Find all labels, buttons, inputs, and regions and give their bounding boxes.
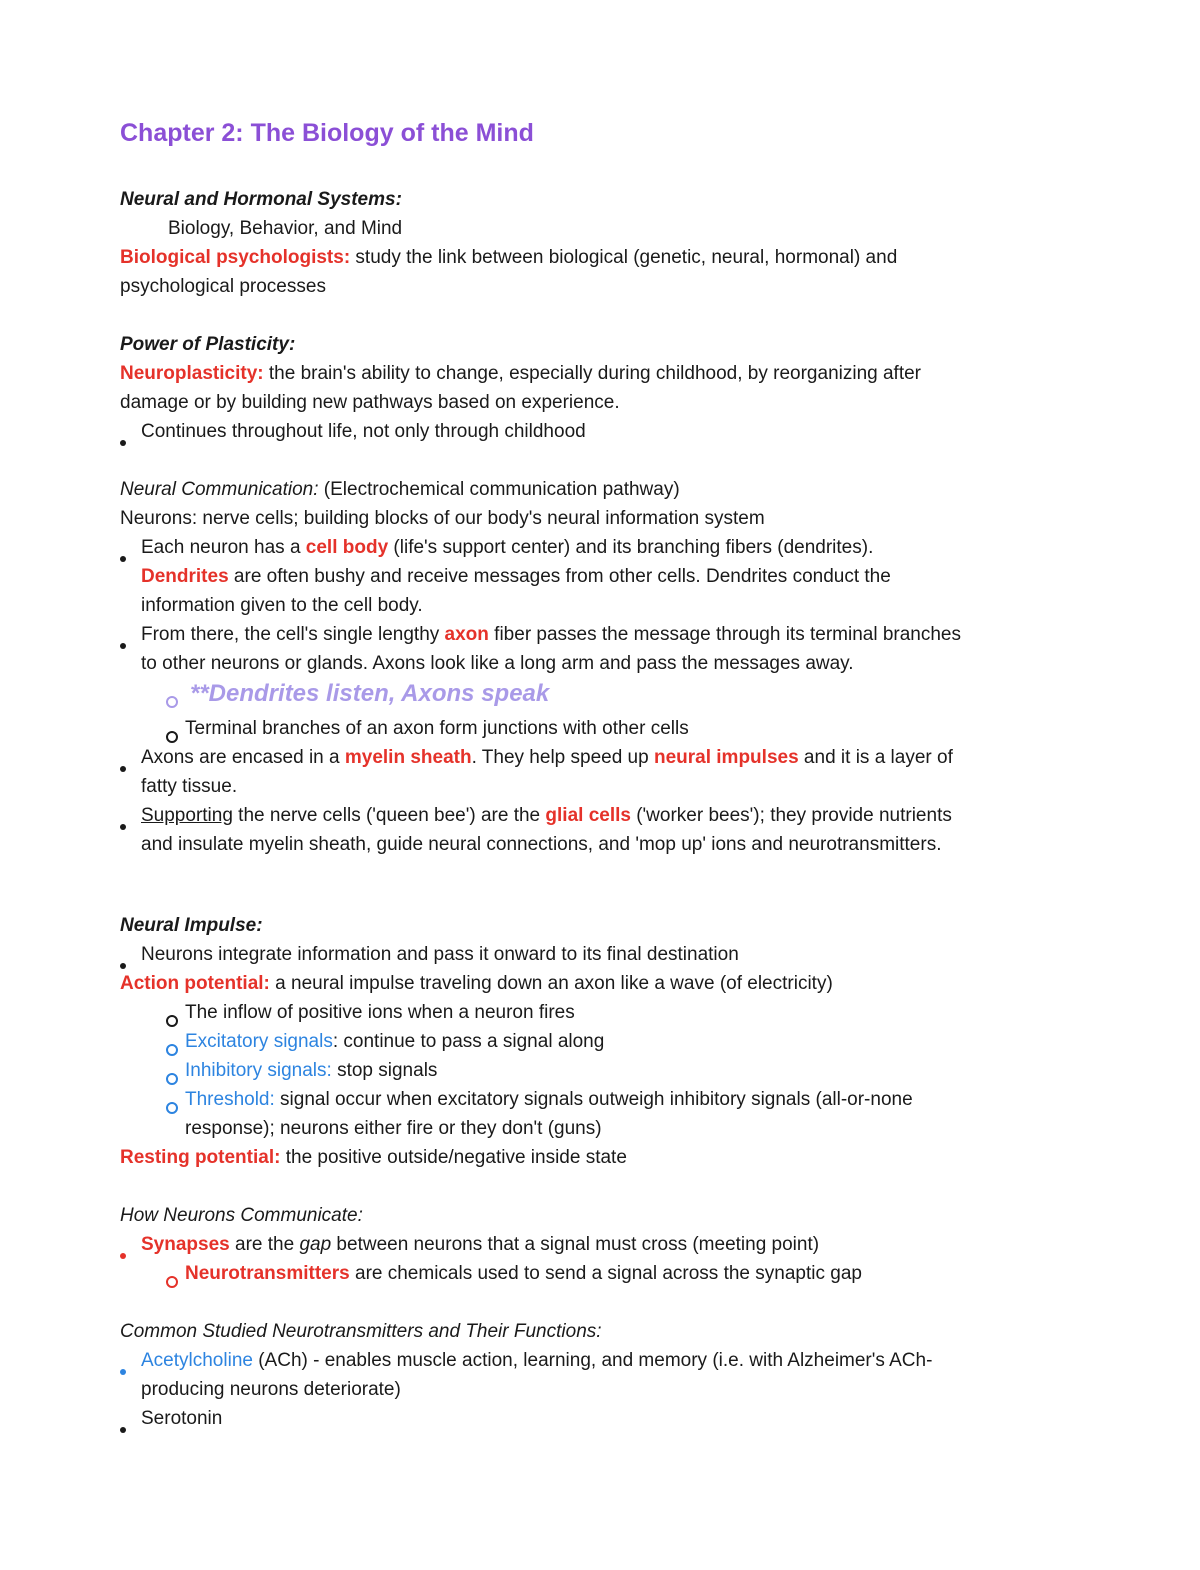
list-item: Continues throughout life, not only through childhood: [141, 421, 586, 442]
definition-line: damage or by building new pathways based on experience.: [120, 392, 620, 413]
page-title: Chapter 2: The Biology of the Mind: [120, 119, 534, 147]
section-heading-plasticity: Power of Plasticity:: [120, 334, 296, 355]
highlight-note: **Dendrites listen, Axons speak: [190, 680, 550, 707]
circle-bullet-icon: [166, 1067, 178, 1093]
heading-label: Neural Communication:: [120, 479, 319, 500]
underlined-text: Supporting: [141, 805, 233, 826]
heading-note: (Electrochemical communication pathway): [318, 479, 680, 500]
circle-bullet-icon: [166, 1270, 178, 1296]
definition-text: the brain's ability to change, especially during childhood, by reorganizing after: [263, 363, 922, 384]
section-heading-how-neurons: How Neurons Communicate:: [120, 1205, 363, 1226]
term: Threshold:: [185, 1089, 275, 1110]
section-heading-neural-impulse: Neural Impulse:: [120, 915, 263, 936]
list-item: Acetylcholine (ACh) - enables muscle action, learning, and memory (i.e. with Alzheimer's ACh-: [141, 1350, 933, 1371]
term: myelin sheath: [344, 747, 472, 768]
term: Dendrites: [141, 566, 229, 587]
sub-list-item: Neurotransmitters are chemicals used to send a signal across the synaptic gap: [185, 1263, 862, 1284]
list-item: Axons are encased in a myelin sheath. They help speed up neural impulses and it is a layer of: [141, 747, 953, 768]
neurons-definition: Neurons: nerve cells; building blocks of our body's neural information system: [120, 508, 765, 529]
list-item-cont: and insulate myelin sheath, guide neural connections, and 'mop up' ions and neurotransmitters.: [141, 834, 942, 855]
list-item: Supporting the nerve cells ('queen bee') are the glial cells ('worker bees'); they provide nutrients: [141, 805, 952, 826]
definition-text: study the link between biological (genetic, neural, hormonal) and: [350, 247, 898, 268]
bullet-icon: [120, 631, 126, 657]
list-item: From there, the cell's single lengthy axon fiber passes the message through its terminal branches: [141, 624, 961, 645]
list-item: Serotonin: [141, 1408, 223, 1429]
term: Action potential:: [120, 973, 270, 994]
term: neural impulses: [653, 747, 799, 768]
term: Neuroplasticity:: [120, 363, 264, 384]
definition-neuroplasticity: [120, 361, 921, 387]
list-item-cont: to other neurons or glands. Axons look like a long arm and pass the messages away.: [141, 653, 854, 674]
term: Resting potential:: [120, 1147, 281, 1168]
term: cell body: [305, 537, 389, 558]
sub-list-item: Inhibitory signals: stop signals: [185, 1060, 438, 1081]
bullet-icon: [120, 812, 126, 838]
sub-list-item: Threshold: signal occur when excitatory signals outweigh inhibitory signals (all-or-none: [185, 1089, 913, 1110]
term: Inhibitory signals:: [185, 1060, 332, 1081]
circle-bullet-icon: [166, 1038, 178, 1064]
definition-resting-potential: Resting potential: the positive outside/negative inside state: [120, 1147, 627, 1168]
list-item-cont: information given to the cell body.: [141, 595, 423, 616]
section-heading-neural-hormonal: Neural and Hormonal Systems:: [120, 189, 402, 210]
list-item-cont: producing neurons deteriorate): [141, 1379, 401, 1400]
section-heading-neural-communication: [120, 477, 680, 503]
term: Neurotransmitters: [185, 1263, 350, 1284]
sub-list-item: Excitatory signals: continue to pass a signal along: [185, 1031, 605, 1052]
list-item: Each neuron has a cell body (life's support center) and its branching fibers (dendrites).: [141, 537, 874, 558]
term: glial cells: [545, 805, 631, 826]
term: Excitatory signals: [185, 1031, 333, 1052]
list-item-cont: Dendrites are often bushy and receive messages from other cells. Dendrites conduct the: [141, 566, 891, 587]
circle-bullet-icon: [166, 1096, 178, 1122]
term: Acetylcholine: [141, 1350, 253, 1371]
circle-bullet-icon: [166, 1009, 178, 1035]
term: axon: [444, 624, 489, 645]
bullet-icon: [120, 754, 126, 780]
circle-bullet-icon: [166, 690, 178, 716]
section-subheading: Biology, Behavior, and Mind: [168, 218, 403, 239]
bullet-icon: [120, 428, 126, 454]
bullet-icon: [120, 1241, 126, 1267]
list-item: Neurons integrate information and pass it onward to its final destination: [141, 944, 739, 965]
section-heading-neurotransmitters: Common Studied Neurotransmitters and Their Functions:: [120, 1321, 602, 1342]
list-item-cont: fatty tissue.: [141, 776, 238, 797]
sub-list-item: Terminal branches of an axon form junctions with other cells: [185, 718, 689, 739]
bullet-icon: [120, 1357, 126, 1383]
bullet-icon: [120, 544, 126, 570]
term: Biological psychologists:: [120, 247, 351, 268]
sub-list-item-cont: response); neurons either fire or they don't (guns): [185, 1118, 602, 1139]
definition-biological-psychologists: [120, 245, 897, 271]
list-item: Synapses are the gap between neurons that a signal must cross (meeting point): [141, 1234, 820, 1255]
sub-list-item: The inflow of positive ions when a neuron fires: [185, 1002, 575, 1023]
bullet-icon: [120, 1415, 126, 1441]
definition-action-potential: Action potential: a neural impulse traveling down an axon like a wave (of electricity): [120, 973, 833, 994]
term: Synapses: [141, 1234, 230, 1255]
definition-line: psychological processes: [120, 276, 326, 297]
